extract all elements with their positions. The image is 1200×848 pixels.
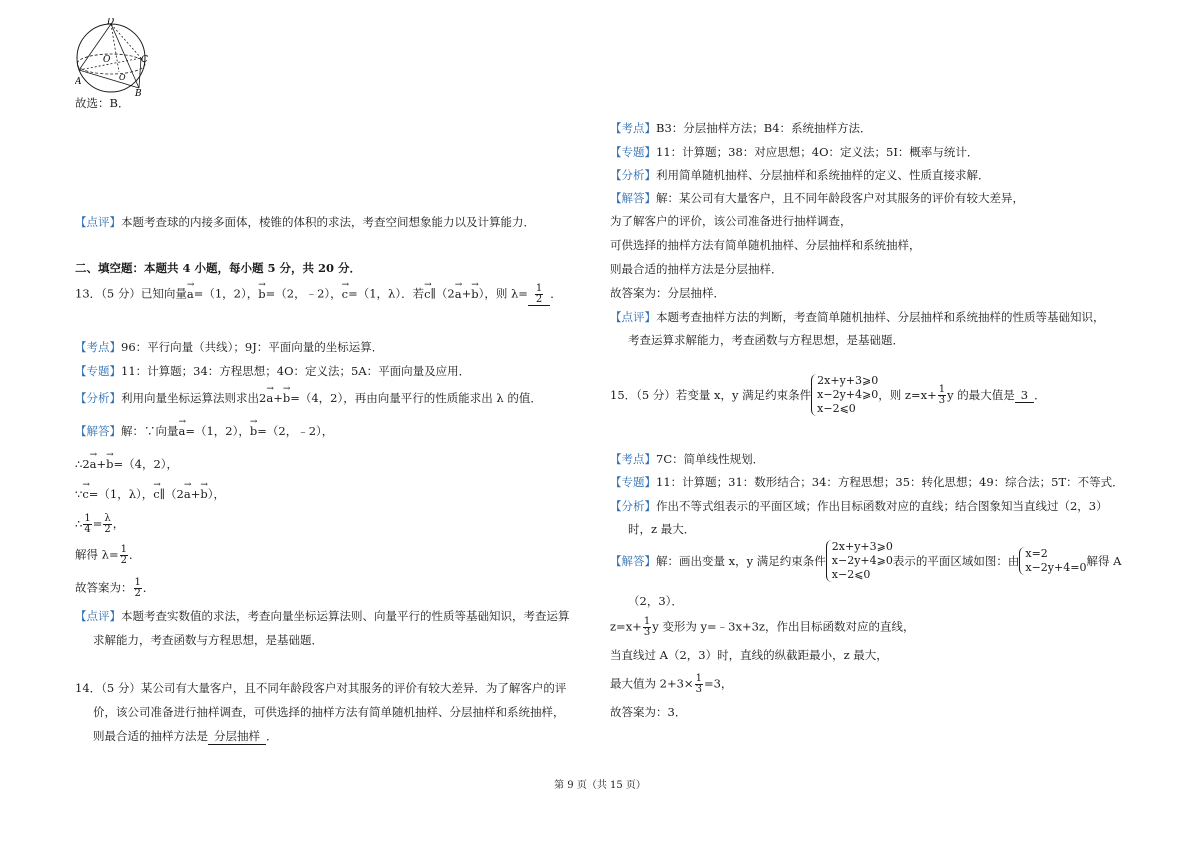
step-4: 解得 λ= $\frac{1}{2}$ ．: [75, 544, 141, 566]
zhuanti-15: 【专题】11：计算题；31：数形结合；34：方程思想；35：转化思想；49：综合法；5T：不等式．: [610, 475, 1124, 489]
fenxi-15-1: 【分析】作出不等式组表示的平面区域；作出目标函数对应的直线；结合图象知当直线过（2，3）: [610, 499, 1108, 513]
choose-line: 故选：B．: [75, 96, 130, 110]
answer-13: 故答案为： $\frac{1}{2}$ ．: [75, 577, 155, 599]
comment1: 【点评】本题考查球的内接多面体，棱锥的体积的求法，考查空间想象能力以及计算能力．: [75, 215, 535, 229]
fenxi-13: 【分析】利用向量坐标运算法则求出2→ a+→ b=（4，2），再由向量平行的性质能求出 λ 的值．: [75, 390, 542, 406]
section2-title: 二、填空题：本题共 4 小题，每小题 5 分，共 20 分．: [75, 261, 362, 275]
q15-answer: 3: [1015, 388, 1034, 403]
label-A: A: [75, 77, 82, 87]
page-footer: 第 9 页（共 15 页）: [554, 780, 646, 791]
dianping-13-1: 【点评】本题考查实数值的求法，考查向量坐标运算法则、向量平行的性质等基础知识，考查运算: [75, 609, 570, 623]
jieda-15-5: 最大值为 2+3× $\frac{1}{3}$ =3，: [610, 673, 733, 695]
comment-tag: 【点评】: [75, 215, 121, 229]
label-D: D: [107, 18, 115, 27]
step-1: ∴2→ a+→ b=（4，2），: [75, 456, 178, 472]
q14-3: 则最合适的抽样方法是 分层抽样 ．: [93, 729, 278, 743]
dianping-14-1: 【点评】本题考查抽样方法的判断，考查简单随机抽样、分层抽样和系统抽样的性质等基础知识，: [610, 310, 1105, 324]
jieda-15-4: 当直线过 A（2，3）时，直线的纵截距最小，z 最大，: [610, 648, 888, 662]
q14-1: 14．（5 分）某公司有大量客户，且不同年龄段客户对其服务的评价有较大差异．为了解客户的评: [75, 681, 567, 695]
q14-answer: 分层抽样: [208, 728, 266, 745]
q13: 13．（5 分）已知向量→ a=（1，2），→ b=（2，﹣2），→ c=（1，λ）．若→ c∥（2→ a+→ b），则 λ= $\frac{1}{2}$ ．: [75, 284, 562, 306]
constraint-system: 2x+y+3⩾0 x−2y+4⩾0 x−2⩽0: [811, 374, 878, 416]
kaodian-15: 【考点】7C：简单线性规划．: [610, 452, 765, 466]
q14-2: 价，该公司准备进行抽样调查，可供选择的抽样方法有简单随机抽样、分层抽样和系统抽样，: [93, 705, 565, 719]
dianping-13-2: 求解能力，考查函数与方程思想，是基础题．: [93, 633, 323, 647]
kaodian-14: 【考点】B3：分层抽样方法；B4：系统抽样方法．: [610, 121, 872, 135]
jieda-15-2: （2，3）．: [628, 594, 683, 608]
fenxi-15-2: 时，z 最大．: [628, 522, 696, 536]
label-C: C: [141, 55, 148, 65]
answer-14: 故答案为：分层抽样．: [610, 286, 725, 300]
step-2: ∵→ c=（1，λ），→ c∥（2→ a+→ b），: [75, 486, 225, 502]
jieda-14: 【解答】解：某公司有大量客户，且不同年龄段客户对其服务的评价有较大差异，: [610, 191, 1024, 205]
jieda-15: 【解答】解：画出变量 x，y 满足约束条件2x+y+3⩾0 x−2y+4⩾0 x−2⩽0表示的平面区域如图：由x=2 x−2y+4=0解得 A: [610, 540, 1122, 581]
jieda-15-3: z=x+ $\frac{1}{3}$ y 变形为 y=﹣3x+3z，作出目标函数对应的直线，: [610, 616, 915, 638]
answer-15: 故答案为：3．: [610, 705, 687, 719]
dianping-14-2: 考查运算求解能力，考查函数与方程思想，是基础题．: [628, 333, 904, 347]
step-3: ∴ $\frac{1}{4}$ = $\frac{\lambda}{2}$ ，: [75, 513, 125, 535]
zhuanti-14: 【专题】11：计算题；38：对应思想；4O：定义法；5I：概率与统计．: [610, 145, 979, 159]
kaodian-13: 【考点】96：平行向量（共线）；9J：平面向量的坐标运算．: [75, 340, 384, 354]
label-O1: O: [119, 73, 126, 82]
zhuanti-13: 【专题】11：计算题；34：方程思想；4O：定义法；5A：平面向量及应用．: [75, 364, 471, 378]
label-O: O: [103, 55, 111, 65]
jieda-14-2: 为了解客户的评价，该公司准备进行抽样调查，: [610, 214, 852, 228]
fenxi-14: 【分析】利用简单随机抽样、分层抽样和系统抽样的定义、性质直接求解．: [610, 168, 990, 182]
q15: 15．（5 分）若变量 x，y 满足约束条件2x+y+3⩾0 x−2y+4⩾0 x−2⩽0，则 z=x+ $\frac{1}{3}$ y 的最大值是 3 ．: [610, 374, 1046, 415]
jieda-14-3: 可供选择的抽样方法有简单随机抽样、分层抽样和系统抽样，: [610, 238, 921, 252]
jieda-14-4: 则最合适的抽样方法是分层抽样．: [610, 262, 783, 276]
sphere-figure: [75, 18, 155, 98]
jieda-13: 【解答】解：∵向量→ a=（1，2），→ b=（2，﹣2），: [75, 423, 333, 439]
label-B: B: [135, 89, 142, 98]
